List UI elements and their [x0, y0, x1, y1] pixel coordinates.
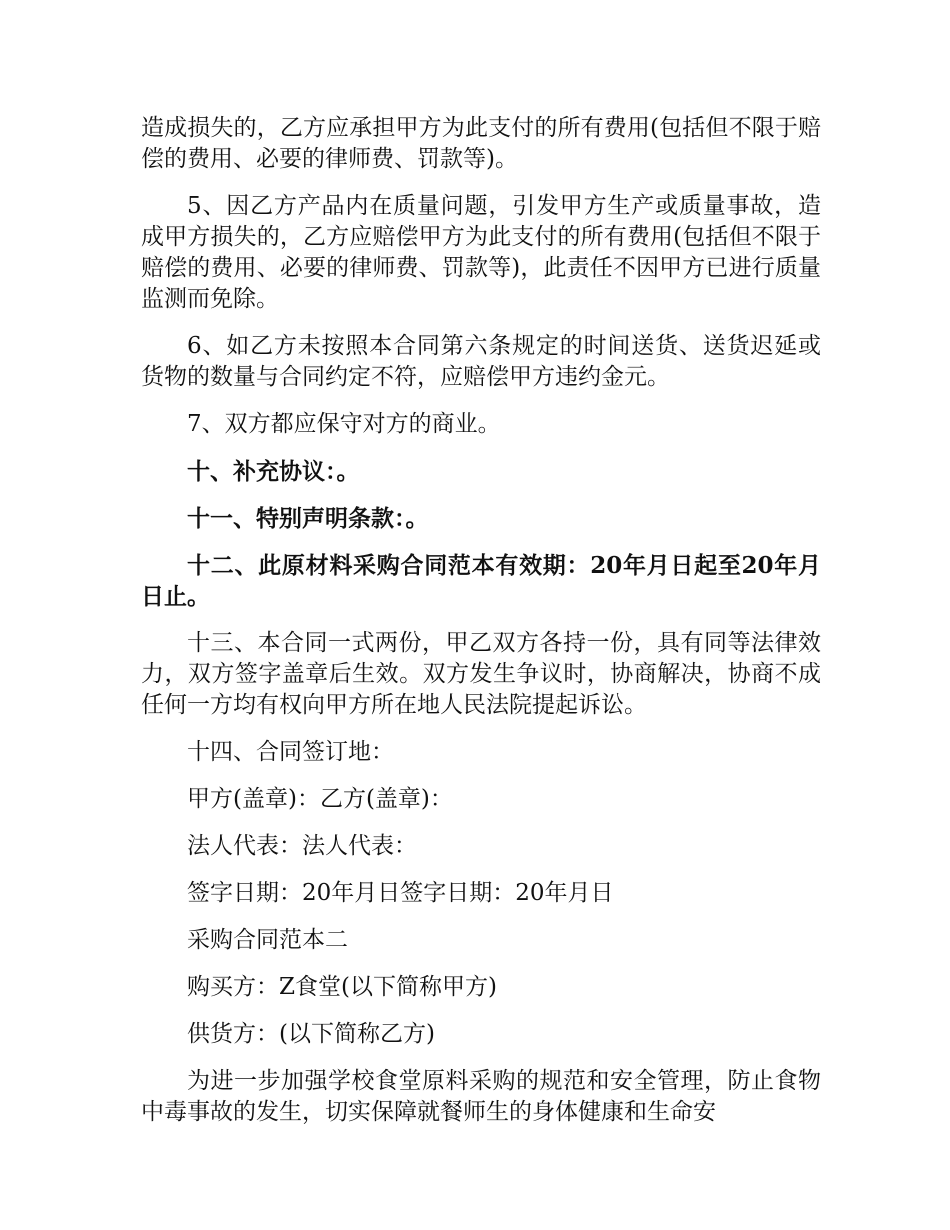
- paragraph-signing-place: 十四、合同签订地：: [187, 739, 394, 765]
- paragraph-legal-representatives: 法人代表：法人代表：: [187, 833, 417, 859]
- paragraph-clause-6: 6、如乙方未按照本合同第六条规定的时间送货、送货迟延或货物的数量与合同约定不符，应赔偿甲方违约金元。: [141, 333, 821, 390]
- paragraph-signing-dates: 签字日期：20年月日签字日期：20年月日: [187, 880, 614, 906]
- paragraph-copies-disputes: 十三、本合同一式两份，甲乙双方各持一份，具有同等法律效力，双方签字盖章后生效。双方发生争议时，协商解决，协商不成任何一方均有权向甲方所在地人民法院提起诉讼。: [141, 630, 821, 718]
- paragraph-clause-7: 7、双方都应保守对方的商业。: [187, 411, 501, 437]
- paragraph-buyer: 购买方：Z食堂(以下简称甲方): [187, 974, 497, 1000]
- paragraph-seals: 甲方(盖章)：乙方(盖章)：: [187, 786, 453, 812]
- heading-special-statement: 十一、特别声明条款：。: [187, 505, 429, 532]
- document-body: [141, 113, 821, 1144]
- paragraph-purpose: 为进一步加强学校食堂原料采购的规范和安全管理，防止食物中毒事故的发生，切实保障就餐师生的身体健康和生命安: [141, 1068, 821, 1125]
- paragraph-template-two-title: 采购合同范本二: [187, 927, 348, 953]
- heading-validity-period: 十二、此原材料采购合同范本有效期：20年月日起至20年月日止。: [141, 552, 821, 610]
- paragraph-loss-costs: 造成损失的，乙方应承担甲方为此支付的所有费用(包括但不限于赔偿的费用、必要的律师费、罚款等)。: [141, 115, 821, 172]
- heading-supplementary-agreement: 十、补充协议：。: [187, 458, 360, 485]
- paragraph-supplier: 供货方：(以下简称乙方): [187, 1021, 435, 1047]
- paragraph-clause-5: 5、因乙方产品内在质量问题，引发甲方生产或质量事故，造成甲方损失的，乙方应赔偿甲方为此支付的所有费用(包括但不限于赔偿的费用、必要的律师费、罚款等)，此责任不因甲方已进行质量监测而免除。: [141, 193, 821, 312]
